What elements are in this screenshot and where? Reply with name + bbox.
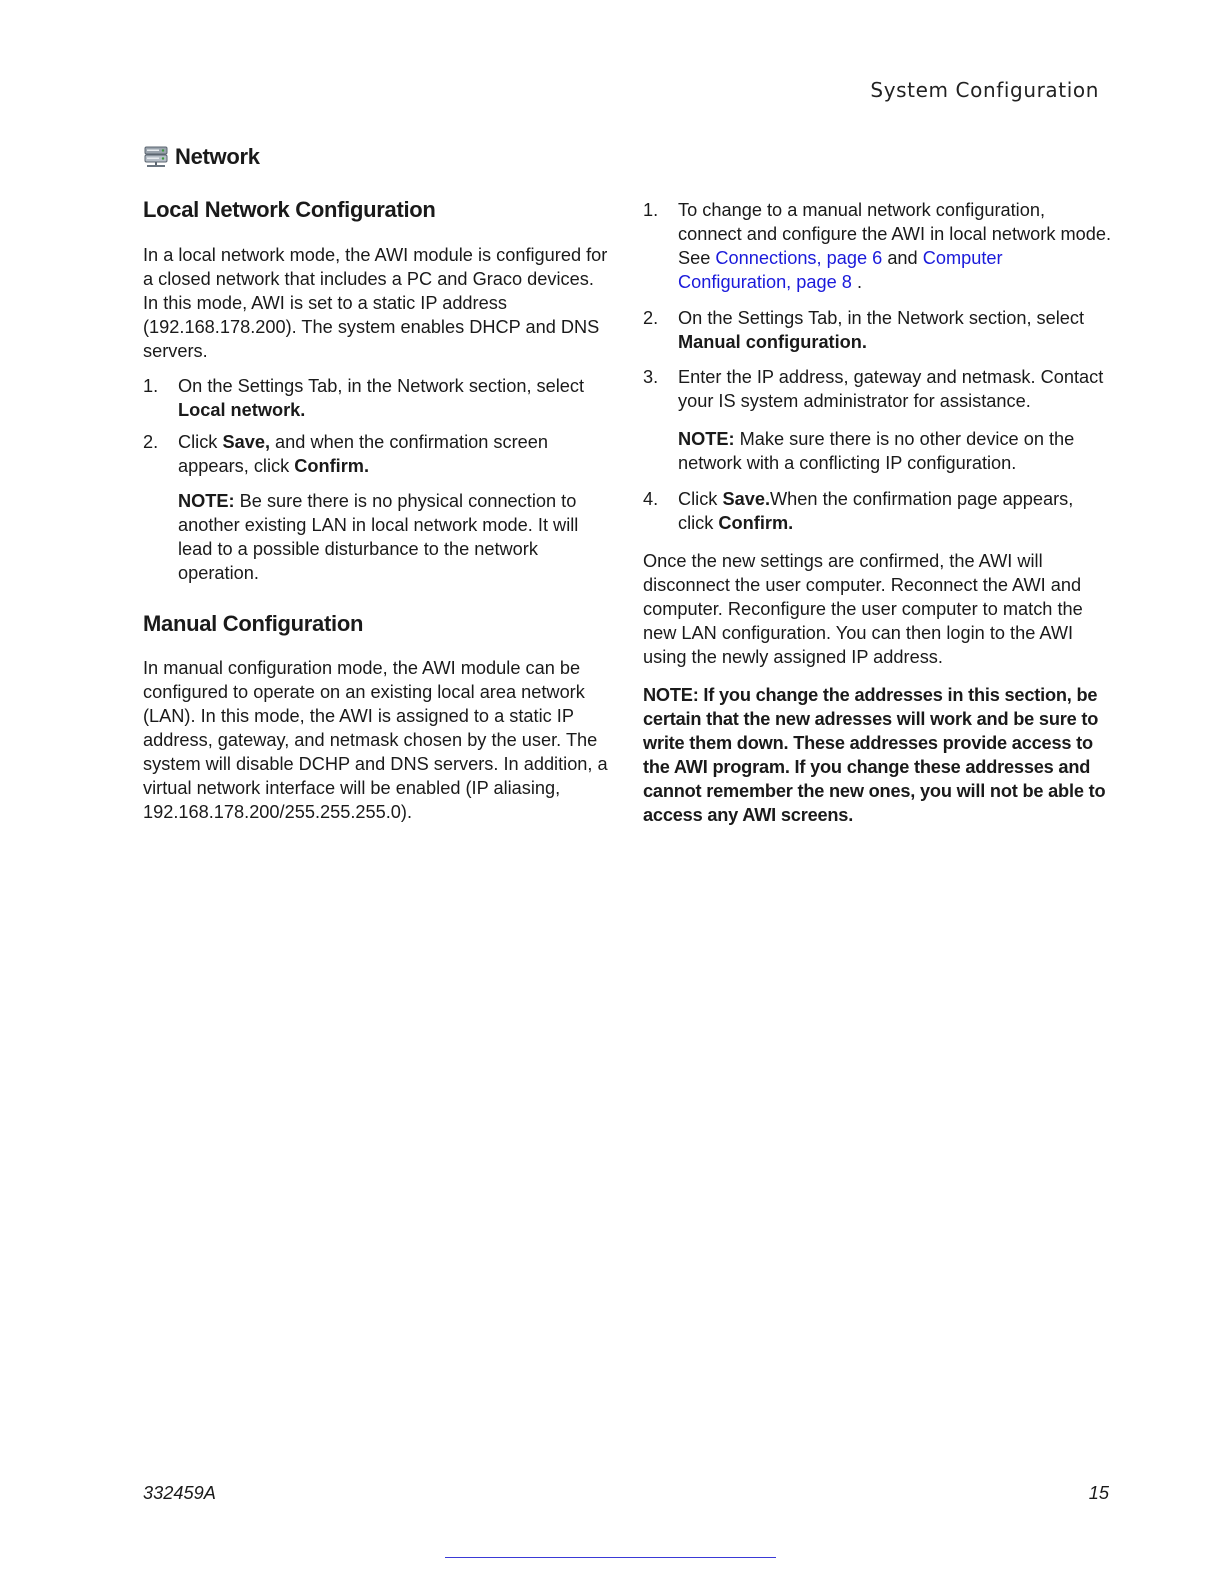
ui-term: Confirm. — [718, 513, 794, 533]
left-column — [143, 196, 611, 824]
list-item — [643, 198, 1113, 294]
step-number: 1. — [143, 376, 159, 396]
local-network-steps — [143, 374, 611, 478]
list-item — [643, 306, 1113, 354]
ui-term: Save, — [222, 432, 270, 452]
computer-configuration-link[interactable]: Computer Configuration, page 8 — [678, 248, 1003, 292]
step-number: 4. — [643, 489, 659, 509]
note-text: Be sure there is no physical connection to another existing LAN in local network mode. It will lead to a possible disturbance to the network operation. — [178, 491, 579, 583]
step-text: When the confirmation page appears, click — [678, 489, 1074, 533]
local-network-intro: In a local network mode, the AWI module is configured for a closed network that includes a PC and Graco devices. In this mode, AWI is set to a static IP address (192.168.178.200). The system enables DHCP and DNS servers. — [143, 245, 608, 361]
ui-term: Confirm. — [294, 456, 370, 476]
step-text: and when the confirmation screen appears, click — [178, 432, 549, 476]
step-number: 1. — [643, 200, 659, 220]
closing-paragraph: Once the new settings are confirmed, the AWI will disconnect the user computer. Reconnect the AWI and computer. Reconfigure the user computer to match the new LAN configuration. You can then login to the AWI using the newly assigned IP address. — [643, 551, 1083, 667]
step-number: 2. — [643, 308, 659, 328]
section-header — [143, 144, 260, 170]
list-item — [143, 430, 611, 478]
warning-note: NOTE: If you change the addresses in this section, be certain that the new adresses will work and be sure to write them down. These addresses provide access to the AWI program. If you change these addresses and cannot remember the new ones, you will not be able to access any AWI screens. — [643, 685, 1106, 825]
step-text: and — [882, 248, 923, 268]
running-header-title: System Configuration — [870, 78, 1099, 102]
bottom-rule — [445, 1557, 776, 1558]
note-label: NOTE: — [178, 491, 235, 511]
section-title: Network — [175, 144, 260, 169]
list-item — [643, 365, 1113, 413]
step-text: Click — [678, 489, 723, 509]
step-text: . — [851, 272, 863, 292]
step-number: 2. — [143, 432, 159, 452]
network-server-icon — [143, 144, 169, 170]
document-number: 332459A — [143, 1483, 216, 1503]
list-item — [143, 374, 611, 422]
step-number: 3. — [643, 367, 659, 387]
step-text: On the Settings Tab, in the Network section, select — [678, 308, 1085, 328]
ui-term: Manual configuration. — [678, 332, 867, 352]
right-column — [643, 196, 1113, 827]
note-text: Make sure there is no other device on the network with a conflicting IP configuration. — [678, 429, 1075, 473]
ip-conflict-note — [643, 427, 1113, 475]
note-label: NOTE: — [678, 429, 735, 449]
page-number: 15 — [1088, 1483, 1109, 1503]
step-text: To change to a manual network configuration, connect and configure the AWI in local network mode. See — [678, 200, 1112, 268]
step-text: Click — [178, 432, 223, 452]
connections-link[interactable]: Connections, page 6 — [715, 248, 883, 268]
manual-config-intro: In manual configuration mode, the AWI module can be configured to operate on an existing local area network (LAN). In this mode, the AWI is assigned to a static IP address, gateway, and netmask chosen by the user. The system will disable DCHP and DNS servers. In addition, a virtual network interface will be enabled (IP aliasing, 192.168.178.200/255.255.255.0). — [143, 658, 608, 822]
step-text: On the Settings Tab, in the Network section, select — [178, 376, 585, 396]
local-network-heading: Local Network Configuration — [143, 197, 436, 222]
local-note — [143, 489, 611, 585]
step-text: Enter the IP address, gateway and netmask. Contact your IS system administrator for assistance. — [678, 367, 1104, 411]
list-item — [643, 487, 1113, 535]
ui-term: Local network. — [178, 400, 306, 420]
ui-term: Save. — [722, 489, 770, 509]
manual-config-steps — [643, 198, 1113, 413]
manual-config-steps-cont — [643, 487, 1113, 535]
manual-config-heading: Manual Configuration — [143, 611, 364, 636]
